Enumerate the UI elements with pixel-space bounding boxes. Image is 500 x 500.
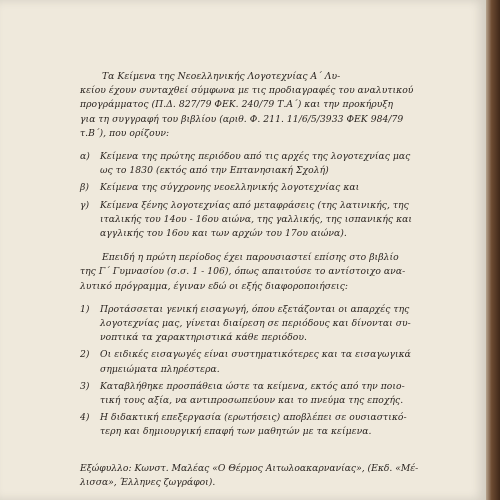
text-line: κείου έχουν συνταχθεί σύμφωνα με τις προδιαγραφές του αναλυτικού bbox=[80, 85, 414, 97]
text-line: λογοτεχνίας μας, γίνεται διαίρεση σε περιόδους και δίνονται συ- bbox=[100, 318, 411, 330]
list-item bbox=[80, 380, 452, 408]
list-marker: β) bbox=[80, 182, 89, 194]
intro-paragraph bbox=[80, 70, 452, 141]
text-line: Επειδή η πρώτη περίοδος έχει παρουσιαστεί επίσης στο βιβλίο bbox=[102, 252, 399, 264]
preface-text bbox=[80, 70, 452, 450]
page-edge bbox=[486, 0, 500, 500]
list-marker: 2) bbox=[80, 349, 90, 361]
cover-credit bbox=[80, 462, 452, 490]
text-line: σημειώματα πληρέστερα. bbox=[100, 363, 220, 375]
text-line: Κείμενα της πρώτης περιόδου από τις αρχές της λογοτεχνίας μας bbox=[100, 151, 411, 163]
text-line: Προτάσσεται γενική εισαγωγή, όπου εξετάζονται οι απαρχές της bbox=[100, 303, 410, 315]
text-line: λυτικό πρόγραμμα, έγιναν εδώ οι εξής διαφοροποιήσεις: bbox=[80, 280, 349, 292]
text-line: ως το 1830 (εκτός από την Επτανησιακή Σχολή) bbox=[100, 165, 329, 177]
text-line: της Γ΄ Γυμνασίου (σ.σ. 1 - 106), όπως απαιτούσε το αντίστοιχο ανα- bbox=[80, 266, 406, 278]
text-line: Κείμενα της σύγχρονης νεοελληνικής λογοτεχνίας και bbox=[100, 182, 360, 194]
list-item bbox=[80, 348, 452, 376]
text-line: νοπτικά τα χαρακτηριστικά κάθε περιόδου. bbox=[100, 332, 307, 344]
text-line: τερη και δημιουργική επαφή των μαθητών με τα κείμενα. bbox=[100, 426, 372, 438]
text-line: λισσα», Έλληνες ζωγράφοι). bbox=[80, 477, 216, 489]
list-marker: γ) bbox=[80, 199, 90, 211]
text-line: Τα Κείμενα της Νεοελληνικής Λογοτεχνίας Α΄ Λυ- bbox=[102, 71, 341, 82]
text-line: Καταβλήθηκε προσπάθεια ώστε τα κείμενα, εκτός από την ποιο- bbox=[100, 380, 405, 392]
list-item bbox=[80, 181, 452, 195]
list-marker: 3) bbox=[80, 380, 90, 392]
list-marker: 1) bbox=[80, 303, 90, 315]
differences-list bbox=[80, 303, 452, 440]
text-line: προγράμματος (Π.Δ. 827/79 ΦΕΚ. 240/79 Τ.Α΄) και την προκήρυξη bbox=[80, 99, 394, 111]
text-line: Κείμενα ξένης λογοτεχνίας από μεταφράσεις (της λατινικής, της bbox=[100, 199, 409, 211]
text-line: για τη συγγραφή του βιβλίου (αριθ. Φ. 211. 11/6/5/3933 ΦΕΚ 984/79 bbox=[80, 113, 404, 125]
differences-paragraph bbox=[80, 251, 452, 294]
list-item bbox=[80, 150, 452, 178]
text-line: αγγλικής του 16ου και των αρχών του 17ου αιώνα). bbox=[100, 228, 347, 240]
list-item bbox=[80, 303, 452, 346]
list-marker: α) bbox=[80, 151, 90, 163]
text-line: Η διδακτική επεξεργασία (ερωτήσεις) αποβλέπει σε ουσιαστικό- bbox=[100, 412, 407, 424]
requirements-list bbox=[80, 150, 452, 241]
text-line: Οι ειδικές εισαγωγές είναι συστηματικότερες και τα εισαγωγικά bbox=[100, 349, 411, 361]
text-line: τ.Β΄), που ορίζουν: bbox=[80, 127, 170, 139]
list-item bbox=[80, 199, 452, 242]
text-line: τική τους αξία, να αντιπροσωπεύουν και το πνεύμα της εποχής. bbox=[100, 395, 404, 407]
list-marker: 4) bbox=[80, 412, 90, 424]
text-line: Εξώφυλλο: Κωνστ. Μαλέας «Ο Θέρμος Αιτωλοακαρνανίας», (Εκδ. «Μέ- bbox=[80, 463, 419, 474]
text-line: ιταλικής του 14ου - 16ου αιώνα, της γαλλικής, της ισπανικής και bbox=[100, 213, 413, 225]
list-item bbox=[80, 411, 452, 439]
